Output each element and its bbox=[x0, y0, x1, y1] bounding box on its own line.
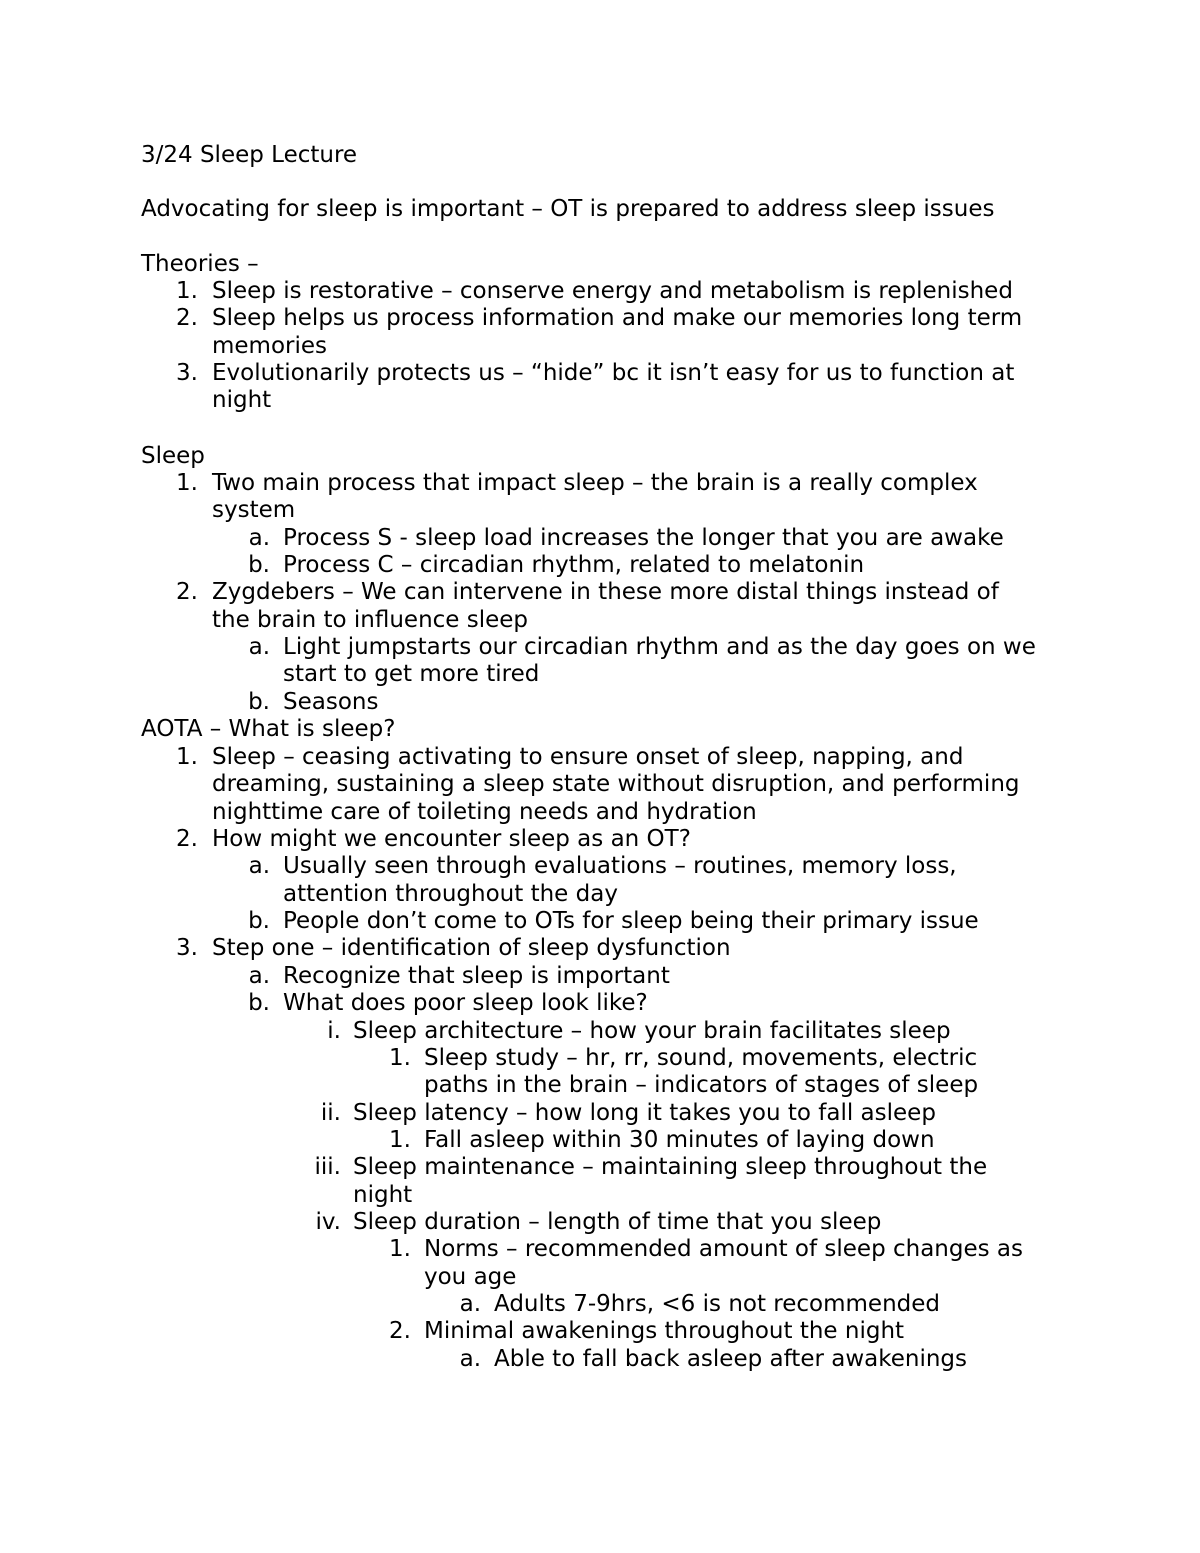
list-marker: 2. bbox=[176, 305, 198, 332]
list-marker: 2. bbox=[176, 579, 198, 606]
list-item-text: Sleep architecture – how your brain facilitates sleep bbox=[353, 1017, 951, 1044]
list-item-text: Process C – circadian rhythm, related to melatonin bbox=[283, 552, 865, 579]
list-marker: 1. bbox=[176, 470, 198, 496]
list-marker: iv. bbox=[315, 1208, 341, 1235]
list-item-text: Sleep – ceasing activating to ensure onset of sleep, napping, and bbox=[212, 744, 964, 770]
list-item-text: Seasons bbox=[283, 688, 379, 715]
list-item-text: night bbox=[212, 387, 272, 414]
sleep-heading: Sleep bbox=[141, 443, 205, 469]
list-item-text: you age bbox=[424, 1263, 517, 1290]
list-item-text: Sleep is restorative – conserve energy and metabolism is replenished bbox=[212, 278, 1013, 304]
list-marker: 1. bbox=[389, 1044, 411, 1071]
list-item-text: Zygdebers – We can intervene in these more distal things instead of bbox=[212, 579, 999, 606]
list-item-text: How might we encounter sleep as an OT? bbox=[212, 826, 691, 853]
list-marker: b. bbox=[248, 908, 270, 935]
list-item-text: night bbox=[353, 1181, 413, 1208]
intro-paragraph: Advocating for sleep is important – OT is prepared to address sleep issues bbox=[141, 196, 995, 222]
list-item-text: Usually seen through evaluations – routines, memory loss, bbox=[283, 853, 957, 880]
list-item-text: Sleep study – hr, rr, sound, movements, electric bbox=[424, 1044, 978, 1071]
list-item-text: paths in the brain – indicators of stages of sleep bbox=[424, 1072, 979, 1099]
list-marker: 3. bbox=[176, 935, 198, 962]
list-item-text: memories bbox=[212, 332, 328, 359]
list-marker: a. bbox=[248, 853, 270, 880]
list-item-text: Process S - sleep load increases the longer that you are awake bbox=[283, 524, 1004, 551]
list-item-text: Light jumpstarts our circadian rhythm and as the day goes on we bbox=[283, 634, 1036, 661]
list-item-text: Sleep maintenance – maintaining sleep throughout the bbox=[353, 1154, 988, 1181]
list-marker: iii. bbox=[314, 1154, 341, 1181]
list-item-text: system bbox=[212, 497, 296, 524]
list-item-text: the brain to influence sleep bbox=[212, 606, 529, 633]
list-marker: ii. bbox=[320, 1099, 341, 1126]
list-marker: 2. bbox=[389, 1318, 411, 1345]
list-marker: b. bbox=[248, 552, 270, 579]
list-item-text: Recognize that sleep is important bbox=[283, 962, 670, 989]
list-marker: a. bbox=[248, 634, 270, 661]
list-marker: a. bbox=[248, 962, 270, 989]
page-title: 3/24 Sleep Lecture bbox=[141, 142, 358, 168]
list-item-text: Fall asleep within 30 minutes of laying down bbox=[424, 1126, 935, 1153]
list-marker: 1. bbox=[176, 278, 198, 304]
list-item-text: People don’t come to OTs for sleep being their primary issue bbox=[283, 908, 979, 935]
list-item-text: Norms – recommended amount of sleep changes as bbox=[424, 1236, 1023, 1263]
list-item-text: Sleep duration – length of time that you sleep bbox=[353, 1208, 882, 1235]
list-marker: 3. bbox=[176, 360, 198, 387]
theories-heading: Theories – bbox=[141, 251, 259, 277]
list-item-text: Sleep latency – how long it takes you to fall asleep bbox=[353, 1099, 936, 1126]
list-item-text: nighttime care of toileting needs and hydration bbox=[212, 798, 757, 825]
list-item-text: Evolutionarily protects us – “hide” bc it isn’t easy for us to function at bbox=[212, 360, 1015, 387]
list-marker: 1. bbox=[389, 1126, 411, 1153]
aota-heading: AOTA – What is sleep? bbox=[141, 716, 396, 742]
list-marker: a. bbox=[248, 524, 270, 551]
list-item-text: What does poor sleep look like? bbox=[283, 990, 648, 1017]
list-item-text: dreaming, sustaining a sleep state without disruption, and performing bbox=[212, 771, 1020, 798]
list-marker: i. bbox=[327, 1017, 341, 1044]
list-item-text: attention throughout the day bbox=[283, 880, 618, 907]
list-item-text: start to get more tired bbox=[283, 661, 540, 688]
list-marker: 2. bbox=[176, 826, 198, 853]
list-item-text: Minimal awakenings throughout the night bbox=[424, 1318, 905, 1345]
list-marker: a. bbox=[459, 1345, 481, 1372]
list-item-text: Two main process that impact sleep – the brain is a really complex bbox=[212, 470, 978, 496]
list-marker: 1. bbox=[176, 744, 198, 770]
list-marker: b. bbox=[248, 990, 270, 1017]
list-item-text: Adults 7-9hrs, <6 is not recommended bbox=[494, 1291, 940, 1317]
list-item-text: Able to fall back asleep after awakenings bbox=[494, 1345, 968, 1372]
list-item-text: Step one – identification of sleep dysfunction bbox=[212, 935, 731, 962]
list-marker: b. bbox=[248, 688, 270, 715]
list-item-text: Sleep helps us process information and make our memories long term bbox=[212, 305, 1023, 332]
list-marker: a. bbox=[459, 1291, 481, 1317]
list-marker: 1. bbox=[389, 1236, 411, 1263]
